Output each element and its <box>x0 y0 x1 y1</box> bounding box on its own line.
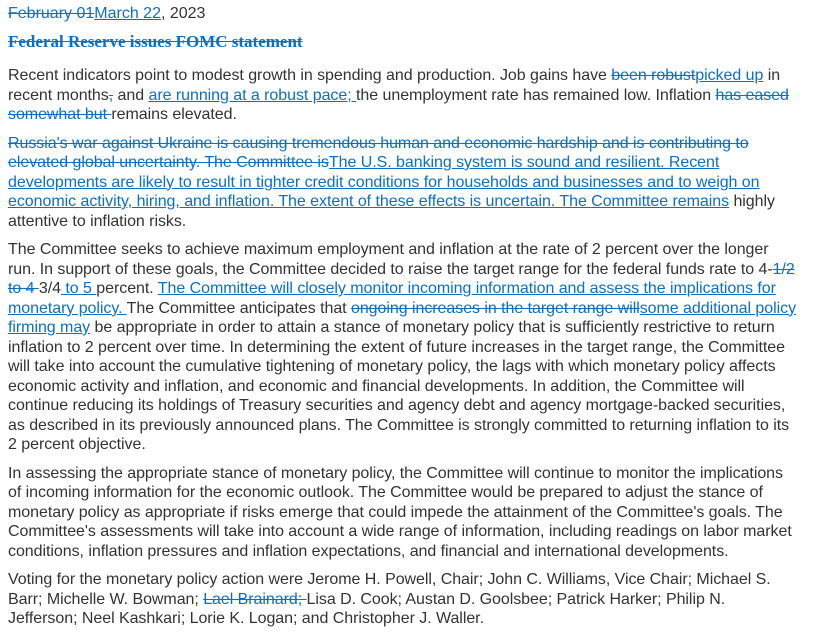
text: The Committee anticipates that <box>126 299 351 317</box>
deleted-text: been robust <box>611 67 696 84</box>
deleted-text: Russia's war against Ukraine is causing tremendous human and economic hardship and is contributing to elevated global uncertainty. The Committee is <box>8 134 749 171</box>
text: 3/4 <box>38 280 61 297</box>
text: the unemployment rate has remained low. Inflation <box>356 86 716 104</box>
deleted-text: ongoing increases in the target range will <box>350 299 640 317</box>
text: Recent indicators point to modest growth in spending and production. Job gains have <box>8 67 612 84</box>
text: highly attentive to inflation risks. <box>8 193 775 230</box>
text: percent. <box>96 280 158 297</box>
inserted-text: some additional policy firming may <box>8 299 797 336</box>
paragraph-policy-stance <box>8 464 798 562</box>
text: Voting for the monetary policy action were Jerome H. Powell, Chair; John C. Williams, Vice Chair; Michael S. Barr; Michelle W. Bowman; <box>8 571 771 608</box>
text: The Committee seeks to achieve maximum employment and inflation at the rate of 2 percent over the longer run. In support of these goals, the Committee decided to raise the target range for the federal funds rate to 4- <box>8 241 773 278</box>
text: In assessing the appropriate stance of monetary policy, the Committee will continue to monitor the implications of incoming information for the economic outlook. The Committee would be prepared to adjust the stance of monetary policy as appropriate if risks emerge that could impede the attainment of the Committee's goals. The Committee's assessments will take into account a wide range of information, including readings on labor market conditions, inflation pressures and inflation expectations, and financial and international developments. <box>8 464 792 560</box>
text: be appropriate in order to attain a stance of monetary policy that is sufficiently restrictive to return inflation to 2 percent over time. In determining the extent of future increases in the target range, the Committee will take into account the cumulative tightening of monetary policy, the lags with which monetary policy affects economic activity and inflation, and economic and financial developments. In addition, the Committee will continue reducing its holdings of Treasury securities and agency debt and agency mortgage-backed securities, as described in its previously announced plans. The Committee is strongly committed to returning inflation to its 2 percent objective. <box>8 319 790 453</box>
release-date <box>8 4 798 24</box>
deleted-text: , <box>108 86 114 104</box>
paragraph-banking-system <box>8 134 798 232</box>
inserted-text: The U.S. banking system is sound and resilient. Recent developments are likely to result in tighter credit conditions for households and businesses and to weigh on economic activity, hiring, and inflation. The extent of these effects is uncertain. The Committee remains <box>8 154 760 210</box>
text: and <box>113 86 149 104</box>
inserted-text: picked up <box>695 67 764 84</box>
inserted-text: The Committee will closely monitor incoming information and assess the implications for monetary policy. <box>8 280 776 317</box>
text: remains elevated. <box>111 106 237 123</box>
paragraph-voting <box>8 570 798 629</box>
inserted-text: to 5 <box>60 280 97 297</box>
text: Lisa D. Cook; Austan D. Goolsbee; Patrick Harker; Philip N. Jefferson; Neel Kashkari; Lorie K. Logan; and Christopher J. Waller. <box>8 590 726 627</box>
paragraph-economic-indicators <box>8 66 798 125</box>
deleted-text: has eased somewhat but <box>8 86 789 123</box>
deleted-date: February 01 <box>8 5 95 22</box>
deleted-text: Lael Brainard; <box>203 590 307 608</box>
inserted-text: are running at a robust pace; <box>148 86 357 104</box>
page-title: Federal Reserve issues FOMC statement <box>8 32 303 51</box>
paragraph-policy-decision <box>8 240 798 455</box>
inserted-date: March 22 <box>94 5 161 22</box>
date-year: , 2023 <box>160 5 206 22</box>
text: in recent months <box>8 67 781 104</box>
deleted-text: 1/2 to 4 <box>8 260 795 297</box>
